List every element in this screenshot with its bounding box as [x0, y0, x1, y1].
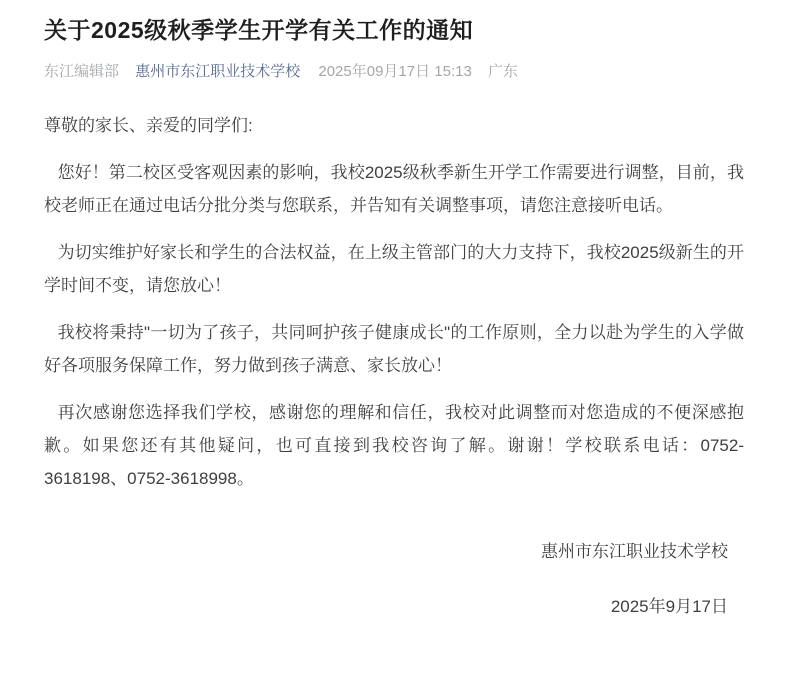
salutation-line: 尊敬的家长、亲爱的同学们: — [44, 116, 253, 135]
byline-author: 东江编辑部 — [44, 63, 120, 80]
signature-date: 2025年9月17日 — [610, 597, 728, 616]
signature-school-name: 惠州市东江职业技术学校 — [541, 542, 728, 561]
byline-location: 广东 — [488, 63, 519, 80]
byline-datetime: 2025年09月17日 15:13 — [318, 63, 472, 80]
signature-block — [44, 535, 744, 623]
paragraph-thanks-contact: 再次感谢您选择我们学校，感谢您的理解和信任，我校对此调整而对您造成的不便深感抱歉。如果您还有其他疑问，也可直接到我校咨询了解。谢谢！学校联系电话：0752-3618198、0752-3618998。 — [44, 403, 744, 488]
byline — [44, 61, 744, 83]
paragraph-rights-assurance: 为切实维护好家长和学生的合法权益，在上级主管部门的大力支持下，我校2025级新生的开学时间不变，请您放心！ — [44, 243, 744, 295]
article-title: 关于2025级秋季学生开学有关工作的通知 — [44, 17, 474, 43]
byline-account-link[interactable]: 惠州市东江职业技术学校 — [135, 63, 301, 80]
article-body — [44, 109, 744, 623]
paragraph-greeting-adjustment: 您好！第二校区受客观因素的影响，我校2025级秋季新生开学工作需要进行调整，目前，我校老师正在通过电话分批分类与您联系，并告知有关调整事项，请您注意接听电话。 — [44, 163, 744, 215]
paragraph-work-principle: 我校将秉持"一切为了孩子，共同呵护孩子健康成长"的工作原则，全力以赴为学生的入学做好各项服务保障工作，努力做到孩子满意、家长放心！ — [44, 323, 744, 375]
